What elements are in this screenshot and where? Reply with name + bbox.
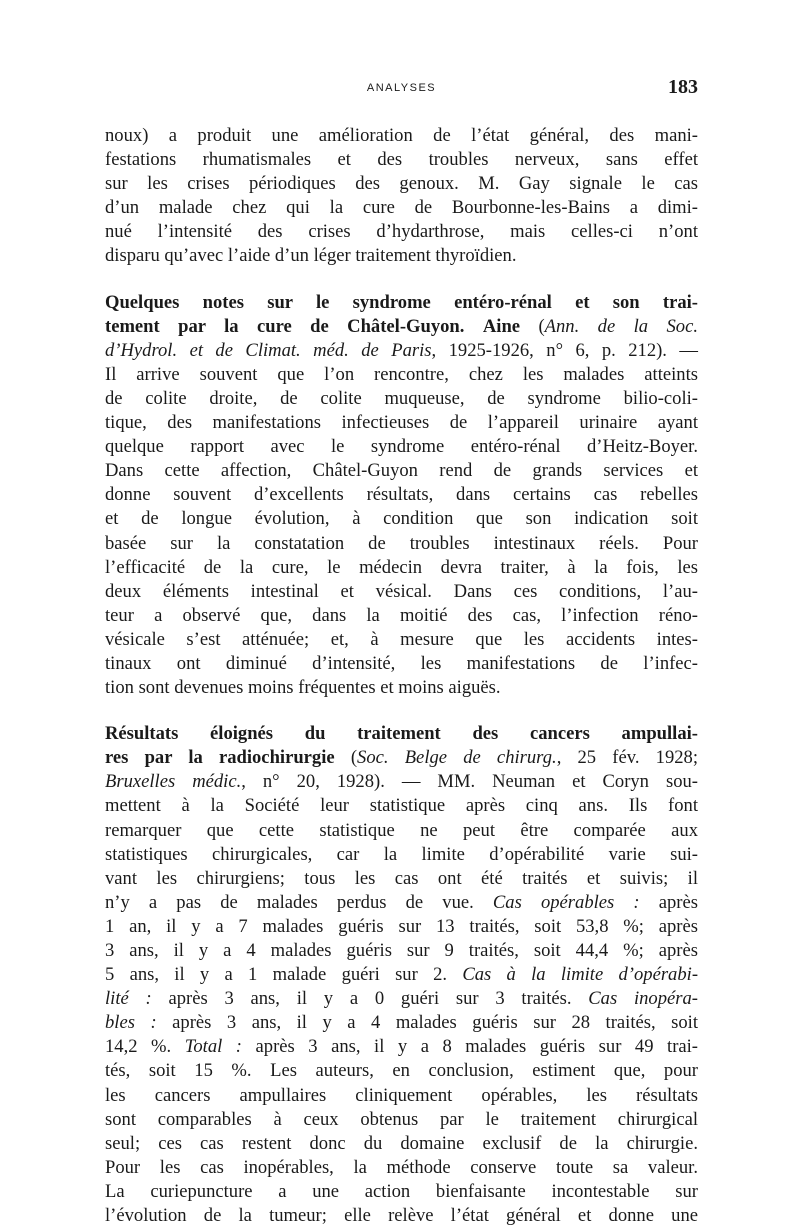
article-title: Quelques notes sur le syndrome entéro-rénal et son trai- bbox=[105, 291, 698, 313]
article-title-end: tement par la cure de Châtel-Guyon. bbox=[105, 315, 465, 337]
ref-journal-second: Bruxelles médic. bbox=[105, 771, 242, 793]
text-line: sur les crises périodiques des genoux. M. Gay signale le cas bbox=[105, 173, 698, 195]
label-limite: Cas à la limite d’opérabi- bbox=[462, 964, 699, 986]
text-line: vant les chirurgiens; tous les cas ont été traités et suivis; il bbox=[105, 867, 698, 889]
text-line: tique, des manifestations infectieuses de l’appareil urinaire ayant bbox=[105, 412, 698, 434]
text-line: 1 an, il y a 7 malades guéris sur 13 traités, soit 53,8 %; après bbox=[105, 915, 698, 937]
text-line bbox=[105, 987, 698, 1011]
text-line: Il arrive souvent que l’on rencontre, chez les malades atteints bbox=[105, 363, 698, 385]
page-number: 183 bbox=[668, 76, 698, 98]
ref-journal: Soc. Belge de chirurg. bbox=[357, 747, 557, 769]
label-limite-end: lité : bbox=[105, 988, 152, 1010]
text-line: basée sur la constatation de troubles intestinaux réels. Pour bbox=[105, 532, 698, 554]
text-line: les cancers ampullaires cliniquement opérables, les résultats bbox=[105, 1084, 698, 1106]
running-title: ANALYSES bbox=[366, 82, 437, 94]
text-line: deux éléments intestinal et vésical. Dans ces conditions, l’au- bbox=[105, 580, 698, 602]
journal-page bbox=[105, 70, 698, 1228]
ref-details-second: , n° 20, 1928). — MM. Neuman et Coryn sou- bbox=[241, 771, 698, 793]
text-line: d’un malade chez qui la cure de Bourbonne-les-Bains a dimi- bbox=[105, 197, 698, 219]
text-line: La curiepuncture a une action bienfaisante incontestable sur bbox=[105, 1180, 698, 1202]
article-title-end: res par la radiochirurgie bbox=[105, 747, 335, 769]
text-line: 3 ans, il y a 4 malades guéris sur 9 traités, soit 44,4 %; après bbox=[105, 940, 698, 961]
text-line: donne souvent d’excellents résultats, dans certains cas rebelles bbox=[105, 484, 698, 506]
label-cas-operables: Cas opérables : bbox=[492, 891, 640, 913]
text-line: statistiques chirurgicales, car la limite d’opérabilité varie sui- bbox=[105, 843, 698, 865]
text-line: tés, soit 15 %. Les auteurs, en conclusion, estiment que, pour bbox=[105, 1060, 698, 1082]
continuation-paragraph bbox=[105, 124, 698, 269]
text-segment: après 3 ans, il y a 8 malades guéris sur 49 trai- bbox=[242, 1036, 698, 1058]
text-line bbox=[105, 963, 698, 987]
text-line: seul; ces cas restent donc du domaine exclusif de la chirurgie. bbox=[105, 1132, 698, 1154]
text-line bbox=[105, 1035, 698, 1059]
abstract-cancers-ampullaires bbox=[105, 722, 698, 1228]
text-line bbox=[105, 1011, 698, 1035]
text-line bbox=[105, 891, 698, 915]
reference-line bbox=[105, 339, 698, 363]
text-line: Dans cette affection, Châtel-Guyon rend de grands services et bbox=[105, 460, 698, 482]
body-text bbox=[105, 124, 698, 1228]
text-segment: 5 ans, il y a 1 malade guéri sur 2. bbox=[105, 964, 463, 986]
title-author-line bbox=[105, 315, 698, 339]
text-line: teur a observé que, dans la moitié des cas, l’infection réno- bbox=[105, 604, 698, 626]
text-line: disparu qu’avec l’aide d’un léger traitement thyroïdien. bbox=[105, 245, 517, 267]
ref-journal-cont: d’Hydrol. et de Climat. méd. de Paris bbox=[105, 339, 432, 361]
text-line: remarquer que cette statistique ne peut être comparée aux bbox=[105, 819, 698, 841]
text-line: quelque rapport avec le syndrome entéro-rénal d’Heitz-Boyer. bbox=[105, 436, 698, 458]
text-segment: après 3 ans, il y a 0 guéri sur 3 traités. bbox=[151, 988, 589, 1010]
title-reference-line bbox=[105, 746, 698, 770]
article-title: Résultats éloignés du traitement des cancers ampullai- bbox=[105, 723, 698, 745]
text-line: sont comparables à ceux obtenus par le traitement chirurgical bbox=[105, 1108, 698, 1130]
text-line: Pour les cas inopérables, la méthode conserve toute sa valeur. bbox=[105, 1156, 698, 1178]
label-inoperables-end: bles : bbox=[105, 1012, 157, 1034]
running-head bbox=[105, 70, 698, 100]
text-line: festations rhumatismales et des troubles nerveux, sans effet bbox=[105, 149, 698, 171]
label-total: Total : bbox=[184, 1036, 242, 1058]
text-segment: 14,2 %. bbox=[105, 1036, 185, 1058]
text-line: tion sont devenues moins fréquentes et moins aiguës. bbox=[105, 677, 501, 699]
label-inoperables: Cas inopéra- bbox=[588, 988, 698, 1010]
article-author: Aine bbox=[482, 315, 521, 337]
text-segment: après 3 ans, il y a 4 malades guéris sur 28 traités, soit bbox=[156, 1012, 698, 1034]
text-line: et de longue évolution, à condition que son indication soit bbox=[105, 508, 698, 530]
text-line: vésicale s’est atténuée; et, à mesure que les accidents intes- bbox=[105, 628, 698, 650]
text-line: noux) a produit une amélioration de l’état général, des mani- bbox=[105, 125, 698, 146]
text-line: l’efficacité de la cure, le médecin devra traiter, à la fois, les bbox=[105, 556, 698, 578]
text-line: tinaux ont diminué d’intensité, les manifestations de l’infec- bbox=[105, 652, 698, 674]
text-line: l’évolution de la tumeur; elle relève l’état général et donne une bbox=[105, 1205, 698, 1227]
text-segment: n’y a pas de malades perdus de vue. bbox=[105, 891, 493, 913]
text-line: de colite droite, de colite muqueuse, de syndrome bilio-coli- bbox=[105, 387, 698, 409]
reference-line bbox=[105, 770, 698, 794]
text-line: nué l’intensité des crises d’hydarthrose, mais celles-ci n’ont bbox=[105, 221, 698, 243]
ref-journal: Ann. de la Soc. bbox=[544, 315, 699, 337]
text-segment: après bbox=[639, 891, 698, 913]
ref-open: ( bbox=[350, 747, 358, 769]
ref-details: , 25 fév. 1928; bbox=[556, 747, 698, 769]
text-line: mettent à la Société leur statistique après cinq ans. Ils font bbox=[105, 795, 698, 817]
ref-details: , 1925-1926, n° 6, p. 212). — bbox=[431, 339, 698, 361]
ref-open: ( bbox=[538, 315, 545, 337]
abstract-entero-renal bbox=[105, 291, 698, 701]
